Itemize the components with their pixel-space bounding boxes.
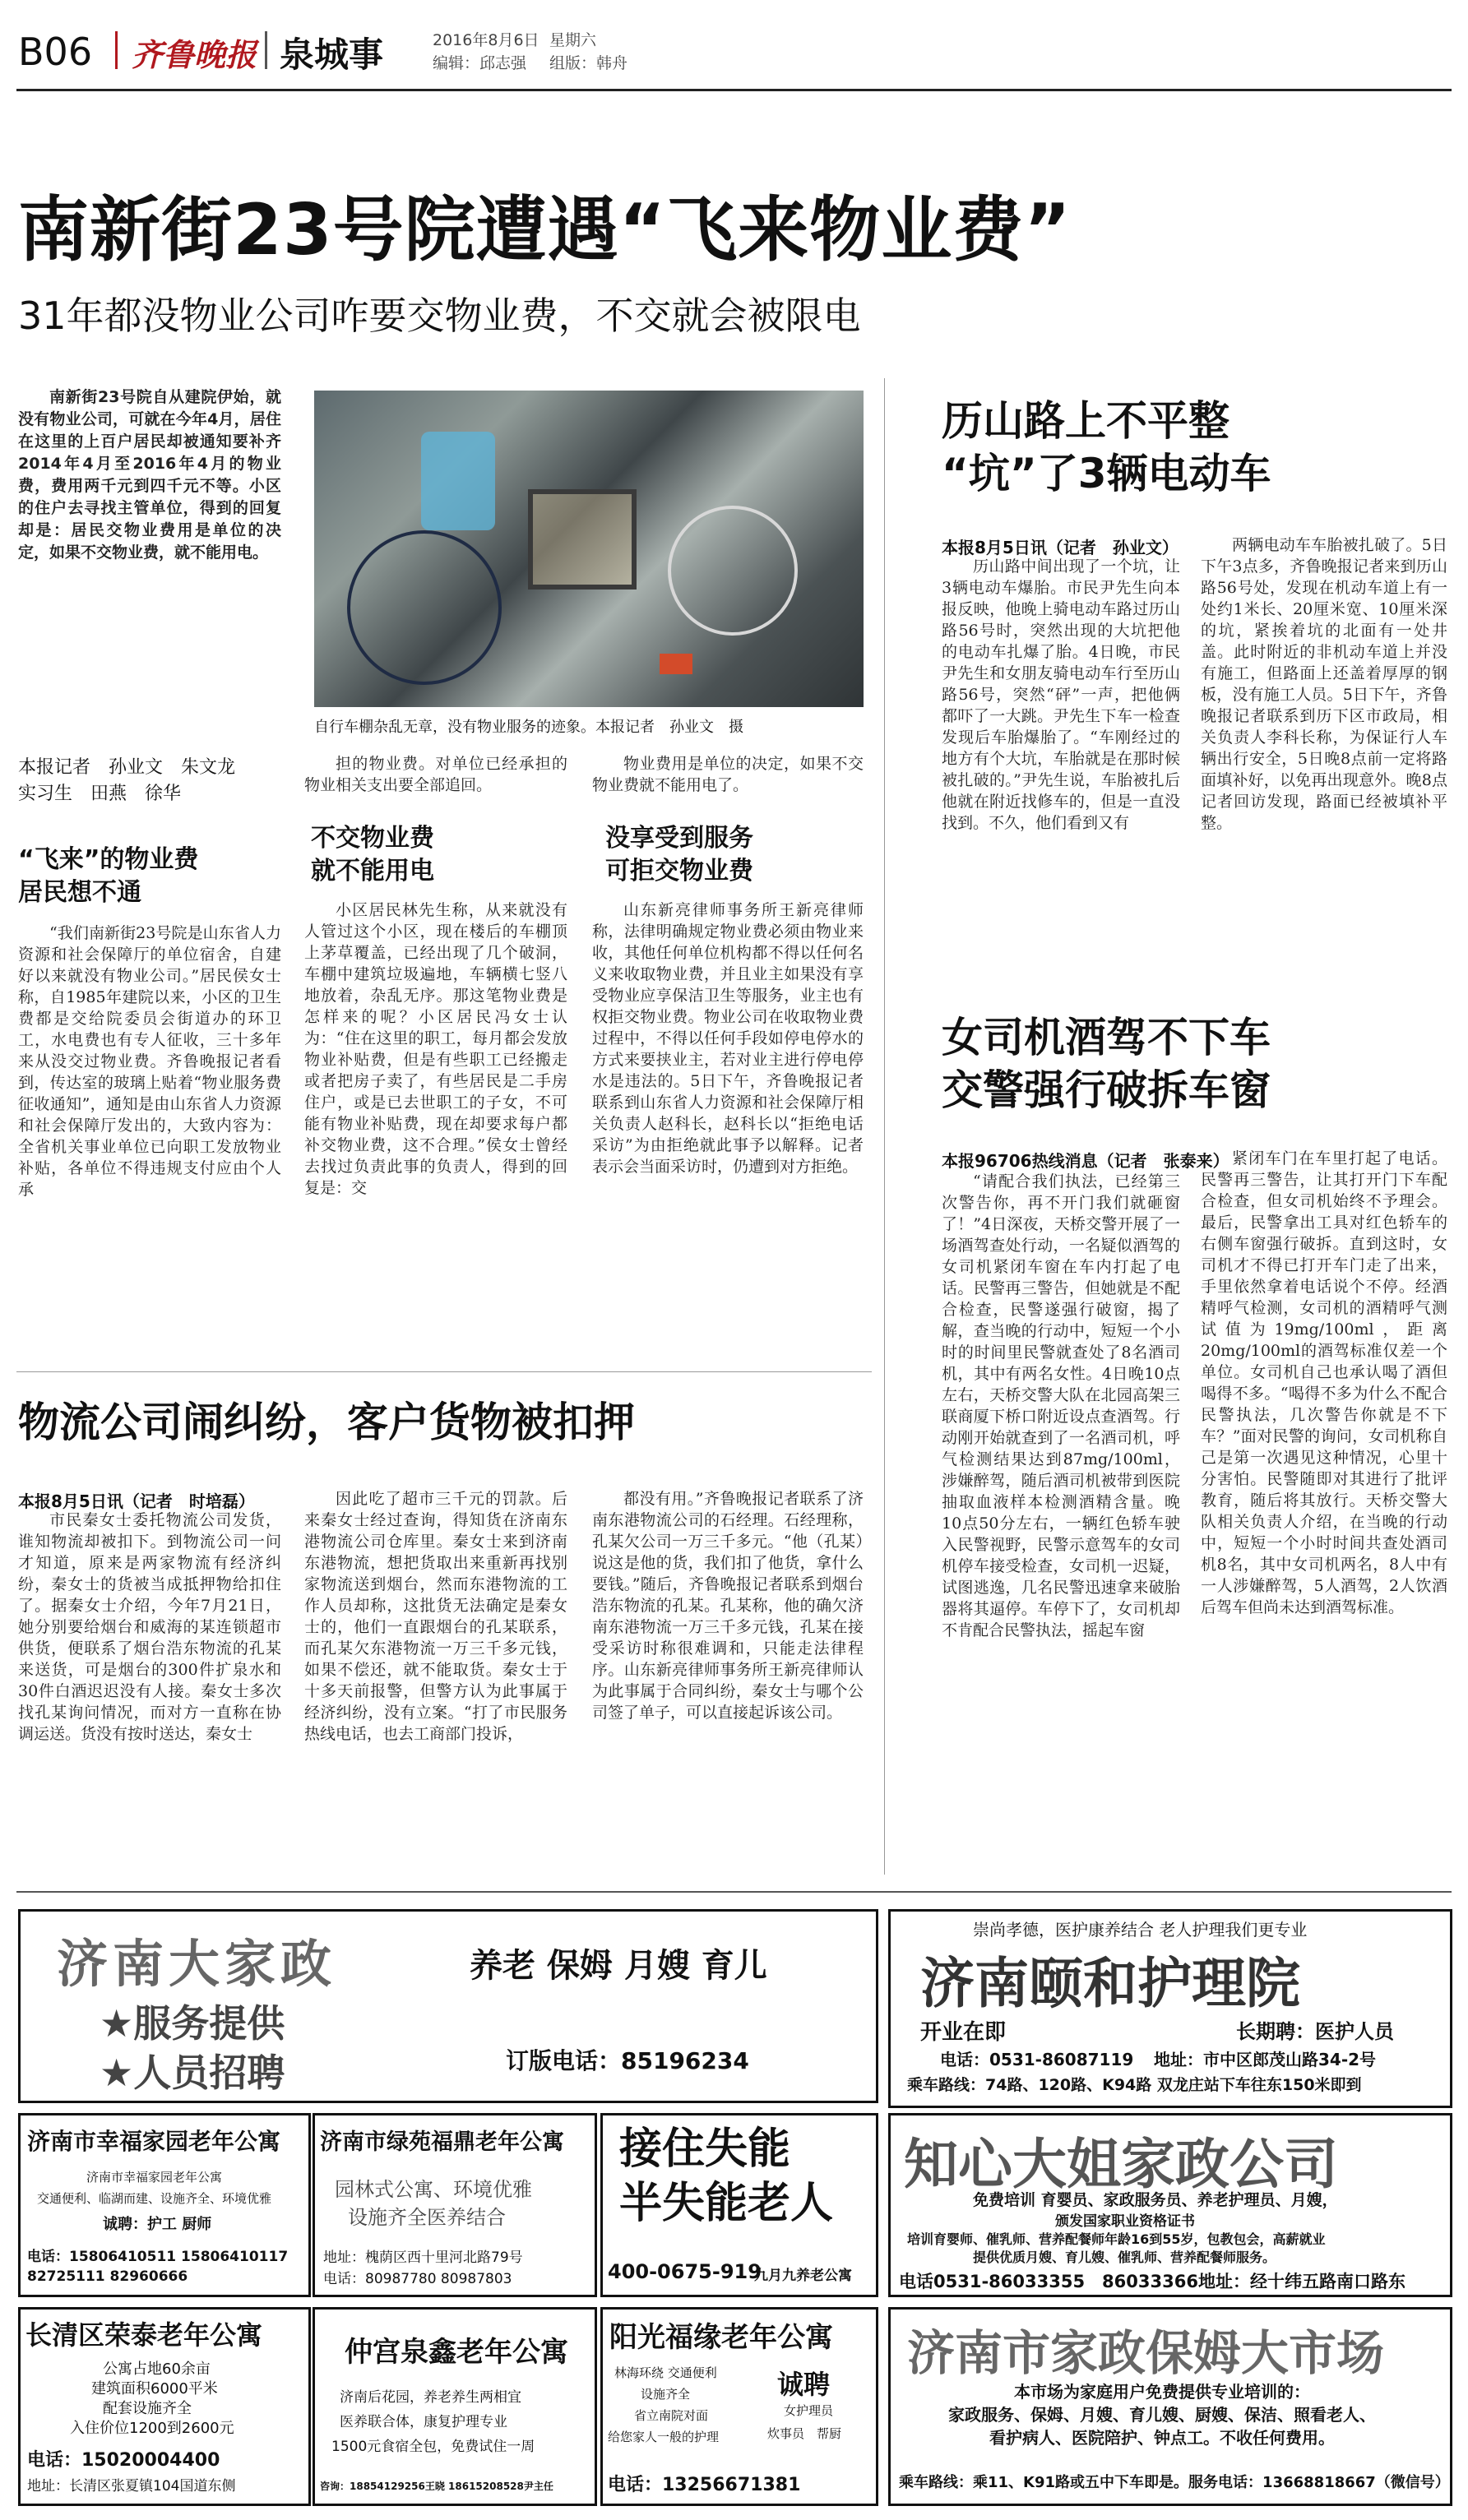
ad-yihe: [888, 1909, 1452, 2108]
ad-shichang-l2: 家政服务、保姆、月嫂、育儿嫂、厨嫂、保洁、照看老人、: [948, 2405, 1376, 2425]
ad-zhixin-l4: 提供优质月嫂、育儿嫂、催乳师、营养配餐师服务。: [973, 2250, 1276, 2265]
ad-zhonggong-l3: 1500元食宿全包，免费试住一周: [331, 2439, 535, 2455]
ad-xingfu-hire: 诚聘：护工 厨师: [103, 2216, 212, 2233]
ad-jiezhu-title: 接住失能 半失能老人: [619, 2125, 834, 2228]
debris-shape: [660, 654, 692, 674]
ad-yangguang-l1: 林海环绕 交通便利: [614, 2365, 717, 2380]
ad-zhonggong: [313, 2307, 597, 2506]
story3-lead: 本报96706热线消息（记者 张泰来）: [942, 1151, 1230, 1171]
ad-lvyuan-l2: 设施齐全医养结合: [348, 2206, 506, 2229]
ads-rule: [16, 1891, 1452, 1893]
story2-headline: 历山路上不平整 “坑”了3辆电动车: [942, 397, 1271, 497]
ad-rongtai-l4: 入住价位1200到2600元: [70, 2420, 234, 2437]
ad-jiezhu-phone: 400-0675-919: [608, 2260, 762, 2283]
ad-yangguang-phone: 电话：13256671381: [608, 2475, 801, 2495]
lead-subhead-1: “飞来”的物业费 居民想不通: [18, 845, 199, 907]
ad-jiezhu-tail: 九月九养老公寓: [754, 2268, 852, 2284]
ad-yihe-bus: 乘车路线：74路、120路、K94路 双龙庄站下车往东150米即到: [907, 2076, 1362, 2094]
ad-rongtai-l1: 公寓占地60余亩: [103, 2360, 211, 2378]
ad-rongtai: [18, 2307, 311, 2506]
header-divider-2: [265, 31, 267, 69]
ad-jiazheng-recruit: ★人员招聘: [100, 2051, 285, 2095]
lead-subhead-2: 不交物业费 就不能用电: [311, 824, 434, 885]
ad-xingfu-title: 济南市幸福家园老年公寓: [27, 2128, 281, 2155]
story4-col-2: 因此吃了超市三千元的罚款。后来秦女士经过查询，得知货在济南东港物流公司仓库里。秦女士来到济南东港物流，想把货取出来重新再找别家物流送到烟台，然而东港物流的工作人员却称，这批货无法确定是秦女士的，他们一直跟烟台的孔某联系，而孔某欠东港物流一万三千多元钱，如果不偿还，就不能取货。秦女士于十多天前报警，但警方认为此事属于经济纠纷，没有立案。“打了市民服务热线电话，也去工商部门投诉，: [304, 1490, 567, 1743]
column-divider: [884, 378, 885, 1875]
paper-logo: 齐鲁晚报: [132, 36, 257, 73]
story3-headline: 女司机酒驾不下车 交警强行破拆车窗: [942, 1014, 1271, 1114]
ad-xingfu-sub: 济南市幸福家园老年公寓: [86, 2170, 223, 2185]
ad-yihe-phone: 电话：0531-86087119: [940, 2050, 1134, 2069]
ad-lvyuan-addr: 地址：槐荫区西十里河北路79号: [323, 2250, 523, 2266]
ad-zhonggong-title: 仲宫泉鑫老年公寓: [345, 2336, 568, 2369]
ad-zhixin-l1: 免费培训 育婴员、家政服务员、养老护理员、月嫂，: [973, 2191, 1338, 2209]
ad-xingfu: [18, 2113, 311, 2297]
lead-byline: 本报记者 孙业文 朱文龙 实习生 田燕 徐华: [18, 757, 236, 804]
header-layout: 组版：韩舟: [549, 54, 628, 72]
ad-shichang-bus: 乘车路线：乘11、K91路或五中下车即是。服务电话：13668818667（微信号）: [899, 2474, 1450, 2491]
ad-yihe-title: 济南颐和护理院: [920, 1952, 1300, 2015]
ad-zhixin-l3: 培训育婴师、催乳师、营养配餐师年龄16到55岁，包教包会，高薪就业: [907, 2231, 1326, 2247]
lead-photo: [314, 391, 864, 707]
ad-zhonggong-l1: 济南后花园，养老养生两相宜: [340, 2389, 521, 2406]
header-rule: [16, 89, 1452, 91]
ad-zhixin-phone: 电话0531-86033355 86033366地址：经十纬五路南口路东: [899, 2272, 1405, 2291]
bike-basket-shape: [528, 489, 637, 590]
story3-col-1: “请配合我们执法，已经第三次警告你，再不开门我们就砸窗了！”4日深夜，天桥交警开展了一场酒驾查处行动，一名疑似酒驾的女司机紧闭车窗在车内打起了电话。民警再三警告，但她就是不配合检查，民警遂强行破窗，揭了解，查当晚的行动中，短短一个小时的时间里民警就查处了8名酒司机，其中有两名女性。4日晚10点左右，天桥交警大队在北园高架三联商厦下桥口附近设点查酒驾。行动刚开始就查到了一名酒司机，呼气检测结果达到87mg/100ml，涉嫌醉驾，随后酒司机被带到医院抽取血液样本检测酒精含量。晚10点50分左右，一辆红色轿车驶入民警视野，民警示意驾车的女司机停车接受检查，女司机一迟疑，试图逃逸，几名民警迅速拿来破胎器将其逼停。车停下了，女司机却不肯配合民警执法，摇起车窗: [942, 1172, 1180, 1639]
story4-lead: 本报8月5日讯（记者 时培磊）: [18, 1491, 255, 1511]
header-date: 2016年8月6日: [433, 31, 540, 49]
ad-jiazheng-title: 济南大家政: [57, 1934, 337, 1994]
ad-yihe-addr: 地址：市中区郎茂山路34-2号: [1154, 2050, 1377, 2069]
ad-yangguang-l3: 省立南院对面: [634, 2408, 709, 2423]
header-editor: 编辑：邱志强: [433, 54, 527, 72]
ad-jiazheng: [18, 1909, 878, 2103]
page-number: B06: [18, 30, 93, 74]
lead-subheadline: 31年都没物业公司咋要交物业费，不交就会被限电: [18, 294, 861, 338]
story4-headline: 物流公司闹纠纷，客户货物被扣押: [18, 1399, 635, 1446]
section-title: 泉城事: [280, 35, 384, 75]
ad-yangguang-hire2: 女护理员: [784, 2403, 834, 2418]
photo-caption: 自行车棚杂乱无章，没有物业服务的迹象。本报记者 孙业文 摄: [314, 719, 743, 736]
ad-yangguang-l2: 设施齐全: [641, 2387, 691, 2402]
lead-col-3b: 山东新亮律师事务所王新亮律师称，法律明确规定物业费必须由物业来收，其他任何单位机构都不得以任何名义来收取物业费，并且业主如果没有享受物业应享保洁卫生等服务，业主也有权拒交物业费。物业公司在收取物业费过程中，不得以任何手段如停电停水的方式来要挟业主，若对业主进行停电停水是违法的。5日下午，齐鲁晚报记者联系到山东省人力资源和社会保障厅相关负责人赵科长，赵科长以“拒绝电话采访”为由拒绝就此事予以解释。记者表示会当面采访时，仍遭到对方拒绝。: [592, 901, 864, 1176]
ad-rongtai-l3: 配套设施齐全: [103, 2400, 192, 2417]
ad-zhixin: [888, 2113, 1452, 2297]
ad-rongtai-l2: 建筑面积6000平米: [91, 2380, 218, 2397]
ad-jiazheng-tag: 养老 保姆 月嫂 育儿: [470, 1947, 767, 1985]
ad-yangguang: [600, 2307, 878, 2506]
lead-headline: 南新街23号院遭遇“飞来物业费”: [18, 189, 1072, 271]
ad-rongtai-phone: 电话：15020004400: [27, 2450, 220, 2471]
story4-col-3: 都没有用。”齐鲁晚报记者联系了济南东港物流公司的石经理。石经理称，孔某欠公司一万三千多元。“他（孔某）说这是他的货，我们扣了他货，拿什么要钱。”随后，齐鲁晚报记者联系到烟台浩东物流的孔某。孔某称，他的确欠济南东港物流一万三千多元钱，孔某在接受采访时称很难调和，只能走法律程序。山东新亮律师事务所王新亮律师认为此事属于合同纠纷，秦女士与哪个公司签了单子，可以直接起诉该公司。: [592, 1490, 864, 1722]
header-weekday: 星期六: [549, 31, 597, 49]
lead-col-2b: 小区居民林先生称，从来就没有人管过这个小区，现在楼后的车棚顶上茅草覆盖，已经出现了几个破洞，车棚中建筑垃圾遍地，车辆横七竖八地放着，杂乱无序。那这笔物业费是怎样来的呢？小区居民冯女士认为：“住在这里的职工，每月都会发放物业补贴费，但是有些职工已经搬走或者把房子卖了，有些居民是二手房住户，或是已去世职工的子女，不可能有物业补贴费，现在却要求每户都补交物业费，这不合理。”侯女士曾经去找过负责此事的负责人，得到的回复是：交: [304, 901, 567, 1197]
ad-zhonggong-phone: 咨询：18854129256王晓 18615208528尹主任: [320, 2481, 553, 2492]
ad-shichang-l3: 看护病人、医院陪护、钟点工。不收任何费用。: [989, 2428, 1335, 2448]
bike-wheel-icon: [668, 506, 798, 636]
story2-col-1: 历山路中间出现了一个坑，让3辆电动车爆胎。市民尹先生向本报反映，他晚上骑电动车路过历山路56号时，突然出现的大坑把他的电动车扎爆了胎。4日晚，市民尹先生和女朋友骑电动车行至历山路56号，突然“砰”一声，把他俩都吓了一大跳。尹先生下车一检查发现后车胎爆胎了。“车刚经过的地方有个大坑，车胎就是在那时候被扎破的。”尹先生说，车胎被扎后他就在附近找修车的，但是一直没找到。不久，他们看到又有: [942, 557, 1180, 832]
ad-xingfu-l1: 交通便利、临湖而建、设施齐全、环境优雅: [37, 2191, 272, 2206]
ad-shichang-title: 济南市家政保姆大市场: [907, 2325, 1385, 2381]
bike-wheel-icon: [347, 530, 502, 685]
ad-jiezhu: [600, 2113, 878, 2297]
lead-col-1: “我们南新街23号院是山东省人力资源和社会保障厅的单位宿舍，自建好以来就没有物业公司。”居民侯女士称，自1985年建院以来，小区的卫生费都是交给院委员会街道办的环卫工，水电费也有专人征收，三十多年来从没交过物业费。齐鲁晚报记者看到，传达室的玻璃上贴着“物业服务费征收通知”，通知是由山东省人力资源和社会保障厅发出的，大致内容为：全省机关事业单位已向职工发放物业补贴，各单位不得违规支付应由个人承: [18, 924, 281, 1199]
lead-intro: 南新街23号院自从建院伊始，就没有物业公司，可就在今年4月，居住在这里的上百户居民却被通知要补齐2014年4月至2016年4月的物业费，费用两千元到四千元不等。小区的住户去寻找主管单位，得到的回复却是：居民交物业费用是单位的决定，如果不交物业费，就不能用电。: [18, 388, 281, 562]
lead-subhead-3: 没享受到服务 可拒交物业费: [605, 824, 753, 885]
story3-col-2: 紧闭车门在车里打起了电话。民警再三警告，让其打开门下车配合检查，但女司机始终不予理会。最后，民警拿出工具对红色轿车的右侧车窗强行破拆。直到这时，女司机才不得已打开车门走了出来，手里依然拿着电话说个不停。经酒精呼气检测，女司机的酒精呼气测试值为19mg/100ml，距离20mg/100ml的酒驾标准仅差一个单位。女司机自己也承认喝了酒但喝得不多。“喝得不多为什么不配合民警执法，几次警告你就是不下车？”面对民警的询问，女司机称自己是第一次遇见这种情况，心里十分害怕。民警随即对其进行了批评教育，随后将其放行。天桥交警大队相关负责人介绍，在当晚的行动中，短短一个小时时间共查处酒司机8名，其中女司机两名，8人中有一人涉嫌醉驾，5人酒驾，2人饮酒后驾车但尚未达到酒驾标准。: [1201, 1149, 1447, 1616]
ad-lvyuan-l1: 园林式公寓、环境优雅: [335, 2178, 532, 2201]
ad-yihe-top: 崇尚孝德，医护康养结合 老人护理我们更专业: [973, 1920, 1308, 1940]
ad-lvyuan-title: 济南市绿苑福鼎老年公寓: [320, 2129, 564, 2155]
ad-yangguang-hire: 诚聘: [777, 2369, 831, 2400]
ad-jiazheng-phone: 订版电话：85196234: [506, 2047, 749, 2074]
ad-jiazheng-service: ★服务提供: [100, 2001, 285, 2046]
ad-rongtai-addr: 地址：长清区张夏镇104国道东侧: [27, 2478, 236, 2495]
story4-col-1: 市民秦女士委托物流公司发货，谁知物流却被扣下。到物流公司一问才知道，原来是两家物流有经济纠纷，秦女士的货被当成抵押物给扣住了。据秦女士介绍，今年7月21日，她分别要给烟台和威海的某连锁超市供货，便联系了烟台浩东物流的孔某来送货，可是烟台的300件扩泉水和30件白酒迟迟没有人接。秦女士多次找孔某询问情况，而对方一直称在协调运送。货没有按时送达，秦女士: [18, 1511, 281, 1743]
ad-lvyuan-phone: 电话：80987780 80987803: [323, 2271, 512, 2287]
ad-shichang: [888, 2307, 1452, 2506]
lead-col-2a: 担的物业费。对单位已经承担的物业相关支出要全部追回。: [304, 755, 567, 794]
ad-zhonggong-l2: 医养联合体，康复护理专业: [340, 2414, 507, 2430]
lead-col-3a: 物业费用是单位的决定，如果不交物业费就不能用电了。: [592, 755, 864, 794]
story4-rule: [16, 1371, 872, 1372]
ad-yihe-recruit: 长期聘：医护人员: [1236, 2020, 1394, 2043]
story2-lead: 本报8月5日讯（记者 孙业文）: [942, 538, 1179, 557]
ad-zhixin-l2: 颁发国家职业资格证书: [1055, 2213, 1195, 2230]
ad-zhixin-title: 知心大姐家政公司: [904, 2133, 1338, 2196]
ad-yangguang-title: 阳光福缘老年公寓: [609, 2321, 833, 2354]
ad-shichang-l1: 本市场为家庭用户免费提供专业培训的：: [1014, 2382, 1310, 2402]
ad-yihe-open: 开业在即: [920, 2020, 1007, 2045]
ad-lvyuan: [313, 2113, 597, 2297]
story2-col-2: 两辆电动车车胎被扎破了。5日下午3点多，齐鲁晚报记者来到历山路56号处，发现在机动车道上有一处约1米长、20厘米宽、10厘米深的坑，紧挨着坑的北面有一处井盖。此时附近的非机动车道上并没有施工，但路面上还盖着厚厚的钢板，没有施工人员。5日下午，齐鲁晚报记者联系到历下区市政局，相关负责人李科长称，为保证行人车辆出行安全，5日晚8点前一定将路面填补好，以免再出现意外。晚8点记者回访发现，路面已经被填补平整。: [1201, 536, 1447, 832]
ad-xingfu-phone: 电话：15806410511 15806410117 82725111 82960666: [27, 2249, 289, 2285]
ad-rongtai-title: 长清区荣泰老年公寓: [25, 2319, 263, 2351]
header-divider: [115, 31, 118, 69]
ad-yangguang-hire3: 炊事员 帮厨: [767, 2426, 842, 2441]
ad-yangguang-l4: 给您家人一般的护理: [608, 2430, 720, 2444]
blue-bag-shape: [421, 432, 495, 530]
